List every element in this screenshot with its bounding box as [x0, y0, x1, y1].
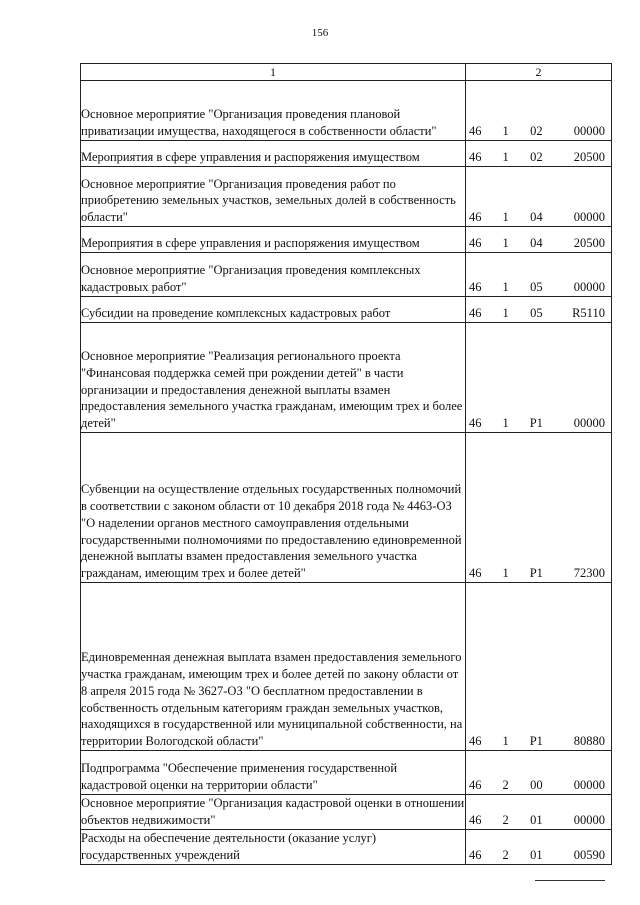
program-code: 46	[469, 280, 482, 295]
program-code: 46	[469, 416, 482, 431]
budget-classification-code	[466, 777, 611, 794]
row-description: Основное мероприятие "Организация проведения плановой приватизации имущества, находящегося в собственности области"	[81, 107, 437, 139]
table-body	[81, 81, 612, 865]
row-description: Субвенции на осуществление отдельных государственных полномочий в соответствии с законом области от 10 декабря 2018 года № 4463-ОЗ "О наделении органов местного самоуправления отдельными государственными полномочиями по предоставлению единовременной денежной выплаты взамен предоставления земельного участка гражданам, имеющим трех и более детей"	[81, 481, 462, 581]
row-code-cell	[466, 253, 612, 297]
budget-classification-code	[466, 235, 611, 252]
row-description-cell	[81, 297, 466, 323]
activity-code: P1	[529, 416, 543, 431]
expense-direction-code: 00590	[573, 847, 605, 862]
row-description-cell	[81, 583, 466, 751]
budget-classification-code	[466, 812, 611, 829]
budget-classification-code	[466, 733, 611, 750]
subprogram-code: 1	[502, 150, 509, 165]
budget-classification-code	[466, 279, 611, 296]
row-description-cell	[81, 167, 466, 227]
row-code-cell	[466, 583, 612, 751]
activity-code: 05	[530, 306, 543, 321]
activity-code: 02	[530, 124, 543, 139]
activity-code: 02	[530, 150, 543, 165]
activity-code: 04	[530, 210, 543, 225]
table-row	[81, 81, 612, 141]
column-header-description: 1	[81, 64, 466, 81]
subprogram-code: 1	[502, 416, 509, 431]
program-code: 46	[469, 306, 482, 321]
subprogram-code: 1	[502, 236, 509, 251]
subprogram-code: 2	[502, 778, 509, 793]
row-description-cell	[81, 227, 466, 253]
table-row	[81, 141, 612, 167]
budget-table	[80, 63, 612, 865]
program-code: 46	[469, 150, 482, 165]
expense-direction-code: 00000	[573, 813, 605, 828]
row-description: Основное мероприятие "Организация проведения комплексных кадастровых работ"	[81, 263, 421, 295]
budget-classification-code	[466, 565, 611, 582]
program-code: 46	[469, 124, 482, 139]
activity-code: 05	[530, 280, 543, 295]
table-row	[81, 433, 612, 583]
row-description: Основное мероприятие "Организация проведения работ по приобретению земельных участков, земельных долей в собственность области"	[81, 176, 456, 225]
row-code-cell	[466, 297, 612, 323]
budget-classification-code	[466, 209, 611, 226]
expense-direction-code: 72300	[573, 566, 605, 581]
activity-code: 00	[530, 778, 543, 793]
program-code: 46	[469, 566, 482, 581]
expense-direction-code: 20500	[573, 236, 605, 251]
row-code-cell	[466, 795, 612, 830]
subprogram-code: 1	[502, 124, 509, 139]
row-code-cell	[466, 829, 612, 864]
expense-direction-code: 00000	[573, 280, 605, 295]
program-code: 46	[469, 778, 482, 793]
subprogram-code: 1	[502, 280, 509, 295]
table-row	[81, 829, 612, 864]
expense-direction-code: 20500	[573, 150, 605, 165]
signature-line	[535, 880, 605, 881]
budget-classification-code	[466, 415, 611, 432]
program-code: 46	[469, 813, 482, 828]
subprogram-code: 1	[502, 734, 509, 749]
row-description-cell	[81, 795, 466, 830]
expense-direction-code: 00000	[573, 210, 605, 225]
program-code: 46	[469, 847, 482, 862]
row-description-cell	[81, 81, 466, 141]
row-code-cell	[466, 227, 612, 253]
table-row	[81, 751, 612, 795]
row-description-cell	[81, 323, 466, 433]
row-description: Основное мероприятие "Реализация регионального проекта "Финансовая поддержка семей при рождении детей" в части организации и предоставления денежной выплаты взамен предоставления земельного участка гражданам, имеющим трех и более детей"	[81, 348, 463, 431]
row-description-cell	[81, 433, 466, 583]
row-description: Расходы на обеспечение деятельности (оказание услуг) государственных учреждений	[81, 830, 377, 862]
activity-code: 01	[530, 813, 543, 828]
budget-classification-code	[466, 305, 611, 322]
row-description: Единовременная денежная выплата взамен предоставления земельного участка гражданам, имеющим трех и более детей по закону области от 8 апреля 2015 года № 3627-ОЗ "О бесплатном предоставлении в собственность отдельным категориям граждан земельных участков, находящихся в государственной или муниципальной собственности, на территории Вологодской области"	[81, 649, 463, 749]
expense-direction-code: 00000	[573, 778, 605, 793]
activity-code: 01	[530, 847, 543, 862]
program-code: 46	[469, 236, 482, 251]
row-code-cell	[466, 751, 612, 795]
row-description-cell	[81, 141, 466, 167]
table-row	[81, 583, 612, 751]
budget-classification-code	[466, 123, 611, 140]
row-code-cell	[466, 141, 612, 167]
budget-classification-code	[466, 149, 611, 166]
expense-direction-code: 00000	[573, 124, 605, 139]
table-row	[81, 323, 612, 433]
expense-direction-code: R5110	[572, 306, 605, 321]
row-description: Мероприятия в сфере управления и распоряжения имуществом	[81, 150, 420, 165]
row-code-cell	[466, 323, 612, 433]
expense-direction-code: 00000	[573, 416, 605, 431]
activity-code: 04	[530, 236, 543, 251]
table-header-row	[81, 64, 612, 81]
row-code-cell	[466, 433, 612, 583]
row-description-cell	[81, 253, 466, 297]
row-description: Субсидии на проведение комплексных кадастровых работ	[81, 306, 391, 321]
table-row	[81, 253, 612, 297]
row-code-cell	[466, 167, 612, 227]
activity-code: P1	[529, 566, 543, 581]
program-code: 46	[469, 210, 482, 225]
expense-direction-code: 80880	[573, 734, 605, 749]
program-code: 46	[469, 734, 482, 749]
table-row	[81, 297, 612, 323]
row-description-cell	[81, 751, 466, 795]
row-description: Основное мероприятие "Организация кадастровой оценки в отношении объектов недвижимости"	[81, 796, 465, 828]
subprogram-code: 2	[502, 813, 509, 828]
row-description-cell	[81, 829, 466, 864]
row-code-cell	[466, 81, 612, 141]
row-description: Подпрограмма "Обеспечение применения государственной кадастровой оценки на территории области"	[81, 761, 398, 793]
subprogram-code: 1	[502, 306, 509, 321]
subprogram-code: 2	[502, 847, 509, 862]
table-row	[81, 227, 612, 253]
budget-classification-code	[466, 847, 611, 864]
column-header-code: 2	[466, 64, 612, 81]
table-row	[81, 795, 612, 830]
activity-code: P1	[529, 734, 543, 749]
table-row	[81, 167, 612, 227]
page-number: 156	[311, 27, 329, 39]
row-description: Мероприятия в сфере управления и распоряжения имуществом	[81, 236, 420, 251]
subprogram-code: 1	[502, 210, 509, 225]
subprogram-code: 1	[502, 566, 509, 581]
